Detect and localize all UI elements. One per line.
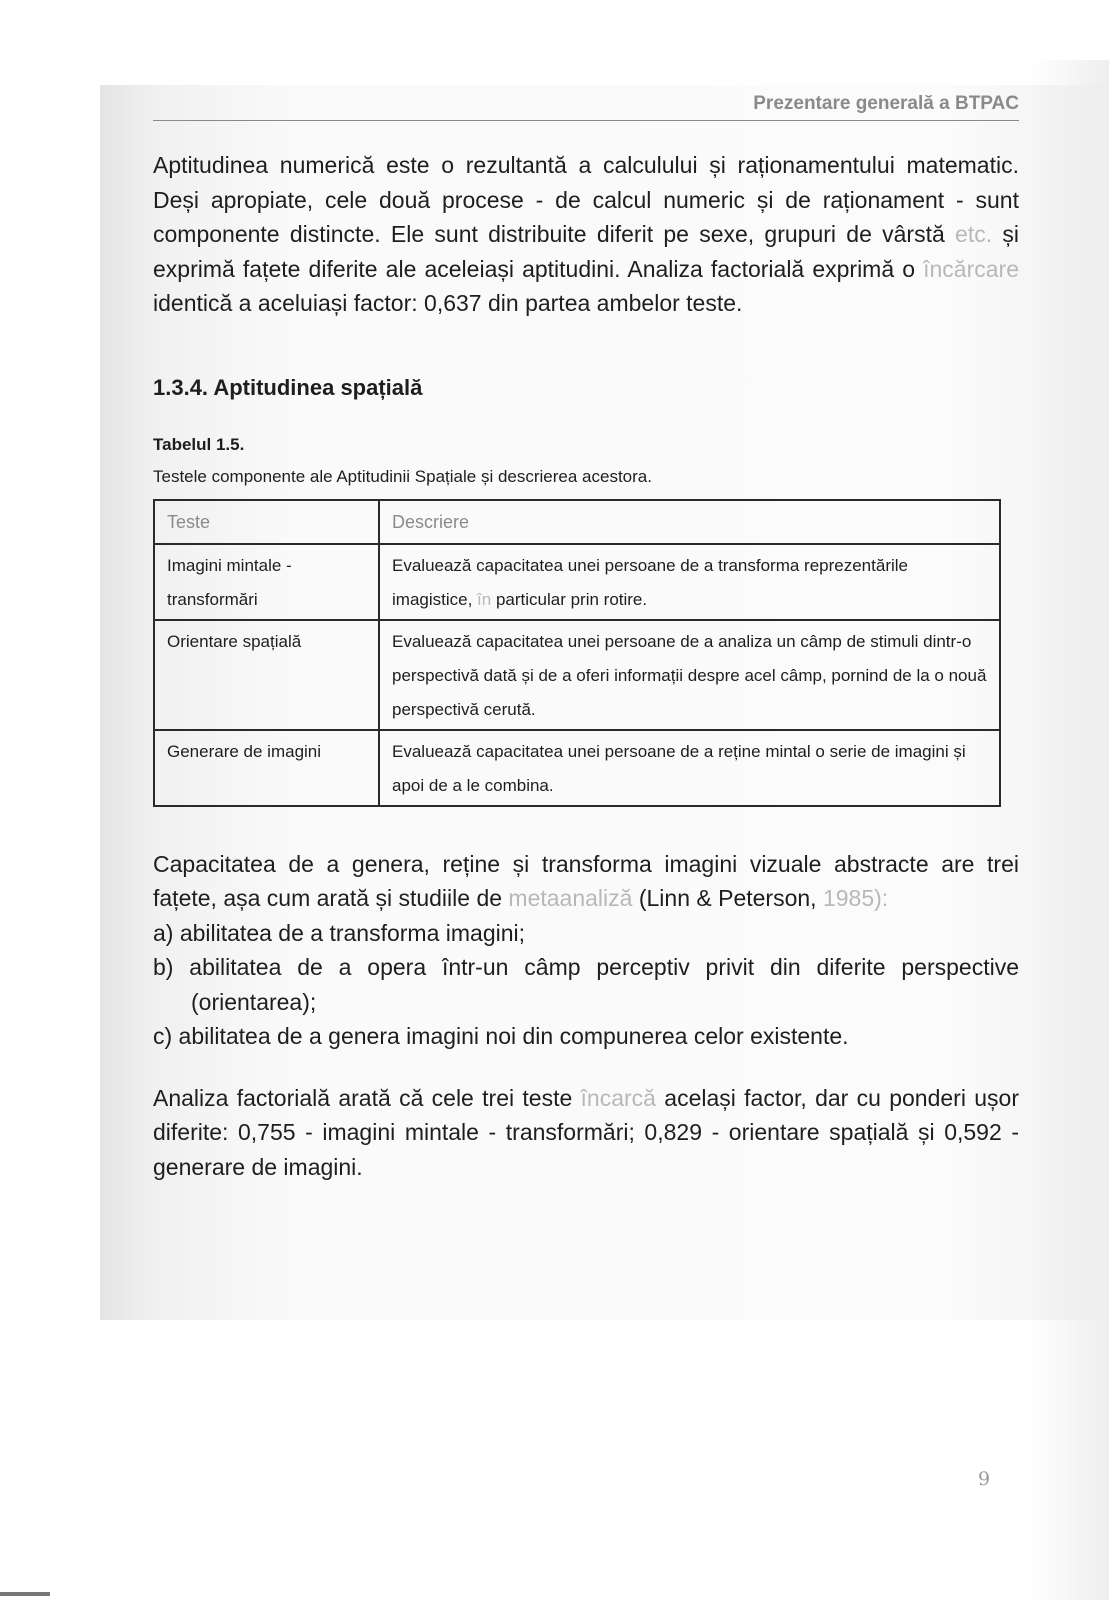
faded-text: metaanaliză — [508, 885, 633, 911]
page-number: 9 — [978, 1468, 991, 1490]
text-span: Evaluează capacitatea unei persoane de a transforma reprezentările imagistice, — [392, 555, 908, 609]
text-span: Aptitudinea numerică este o rezultantă a calculului și raționamentului matematic. Deși apropiate, cele două procese - de calcul numeric și de raționament - sunt componente distincte. Ele sunt distribuite diferit pe sexe, grupuri de vârstă — [153, 152, 1019, 247]
tests-table — [153, 499, 1001, 807]
section-heading: 1.3.4. Aptitudinea spațială — [153, 374, 423, 400]
scan-mark — [0, 1592, 50, 1596]
text-span: identică a aceluiași factor: 0,637 din partea ambelor teste. — [153, 290, 743, 316]
paragraph-factor-loadings — [153, 1081, 1019, 1185]
scan-edge-shadow — [1030, 60, 1109, 1600]
table-header-row — [154, 500, 1000, 544]
table-label: Tabelul 1.5. — [153, 434, 245, 454]
faded-text: etc. — [955, 221, 993, 247]
faded-text: 1985): — [822, 885, 889, 911]
test-description: Evaluează capacitatea unei persoane de a reține mintal o serie de imagini și apoi de a le combina. — [379, 730, 1000, 806]
test-name: Imagini mintale - transformări — [154, 544, 379, 620]
text-span: (Linn & Peterson, — [632, 885, 823, 911]
paragraph-numeric-aptitude — [153, 148, 1019, 321]
paragraph-spatial-facets — [153, 847, 1019, 916]
header-description: Descriere — [379, 500, 1000, 544]
text-span: și exprimă fațete diferite ale aceleiași aptitudini. Analiza factorială exprimă o — [153, 221, 1020, 282]
test-description: Evaluează capacitatea unei persoane de a analiza un câmp de stimuli dintr-o perspectivă dată și de a oferi informații despre acel câmp, pornind de la o nouă perspectivă cerută. — [379, 620, 1000, 730]
test-name: Orientare spațială — [154, 620, 379, 730]
table-row — [154, 544, 1000, 620]
test-name: Generare de imagini — [154, 730, 379, 806]
text-span: Capacitatea de a genera, reține și transforma imagini vizuale abstracte are trei fațete, așa cum arată și studiile de — [153, 850, 1019, 911]
table-row — [154, 620, 1000, 730]
text-span: același factor, dar cu ponderi ușor diferite: 0,755 - imagini mintale - transformări; 0,829 - orientare spațială și 0,592 - generare de imagini. — [153, 1084, 1019, 1180]
text-span: Analiza factorială arată că cele trei teste — [153, 1084, 581, 1111]
text-span: particular prin rotire. — [491, 589, 648, 609]
page-content — [153, 85, 1019, 1184]
faded-text: încărcare — [923, 255, 1019, 282]
test-description — [379, 544, 1000, 620]
running-head: Prezentare generală a BTPAC — [153, 85, 1019, 121]
faded-text: încarcă — [580, 1084, 656, 1111]
table-row — [154, 730, 1000, 806]
list-item: c) abilitatea de a genera imagini noi din compunerea celor existente. — [153, 1023, 849, 1049]
faded-text: în — [477, 589, 492, 609]
table-caption: Testele componente ale Aptitudinii Spațiale și descrierea acestora. — [153, 466, 652, 486]
facets-list — [153, 916, 1019, 1054]
list-item: a) abilitatea de a transforma imagini; — [153, 919, 526, 946]
list-item: b) abilitatea de a opera într-un câmp perceptiv privit din diferite perspective (orientarea); — [153, 954, 1019, 1015]
header-tests: Teste — [154, 500, 379, 544]
